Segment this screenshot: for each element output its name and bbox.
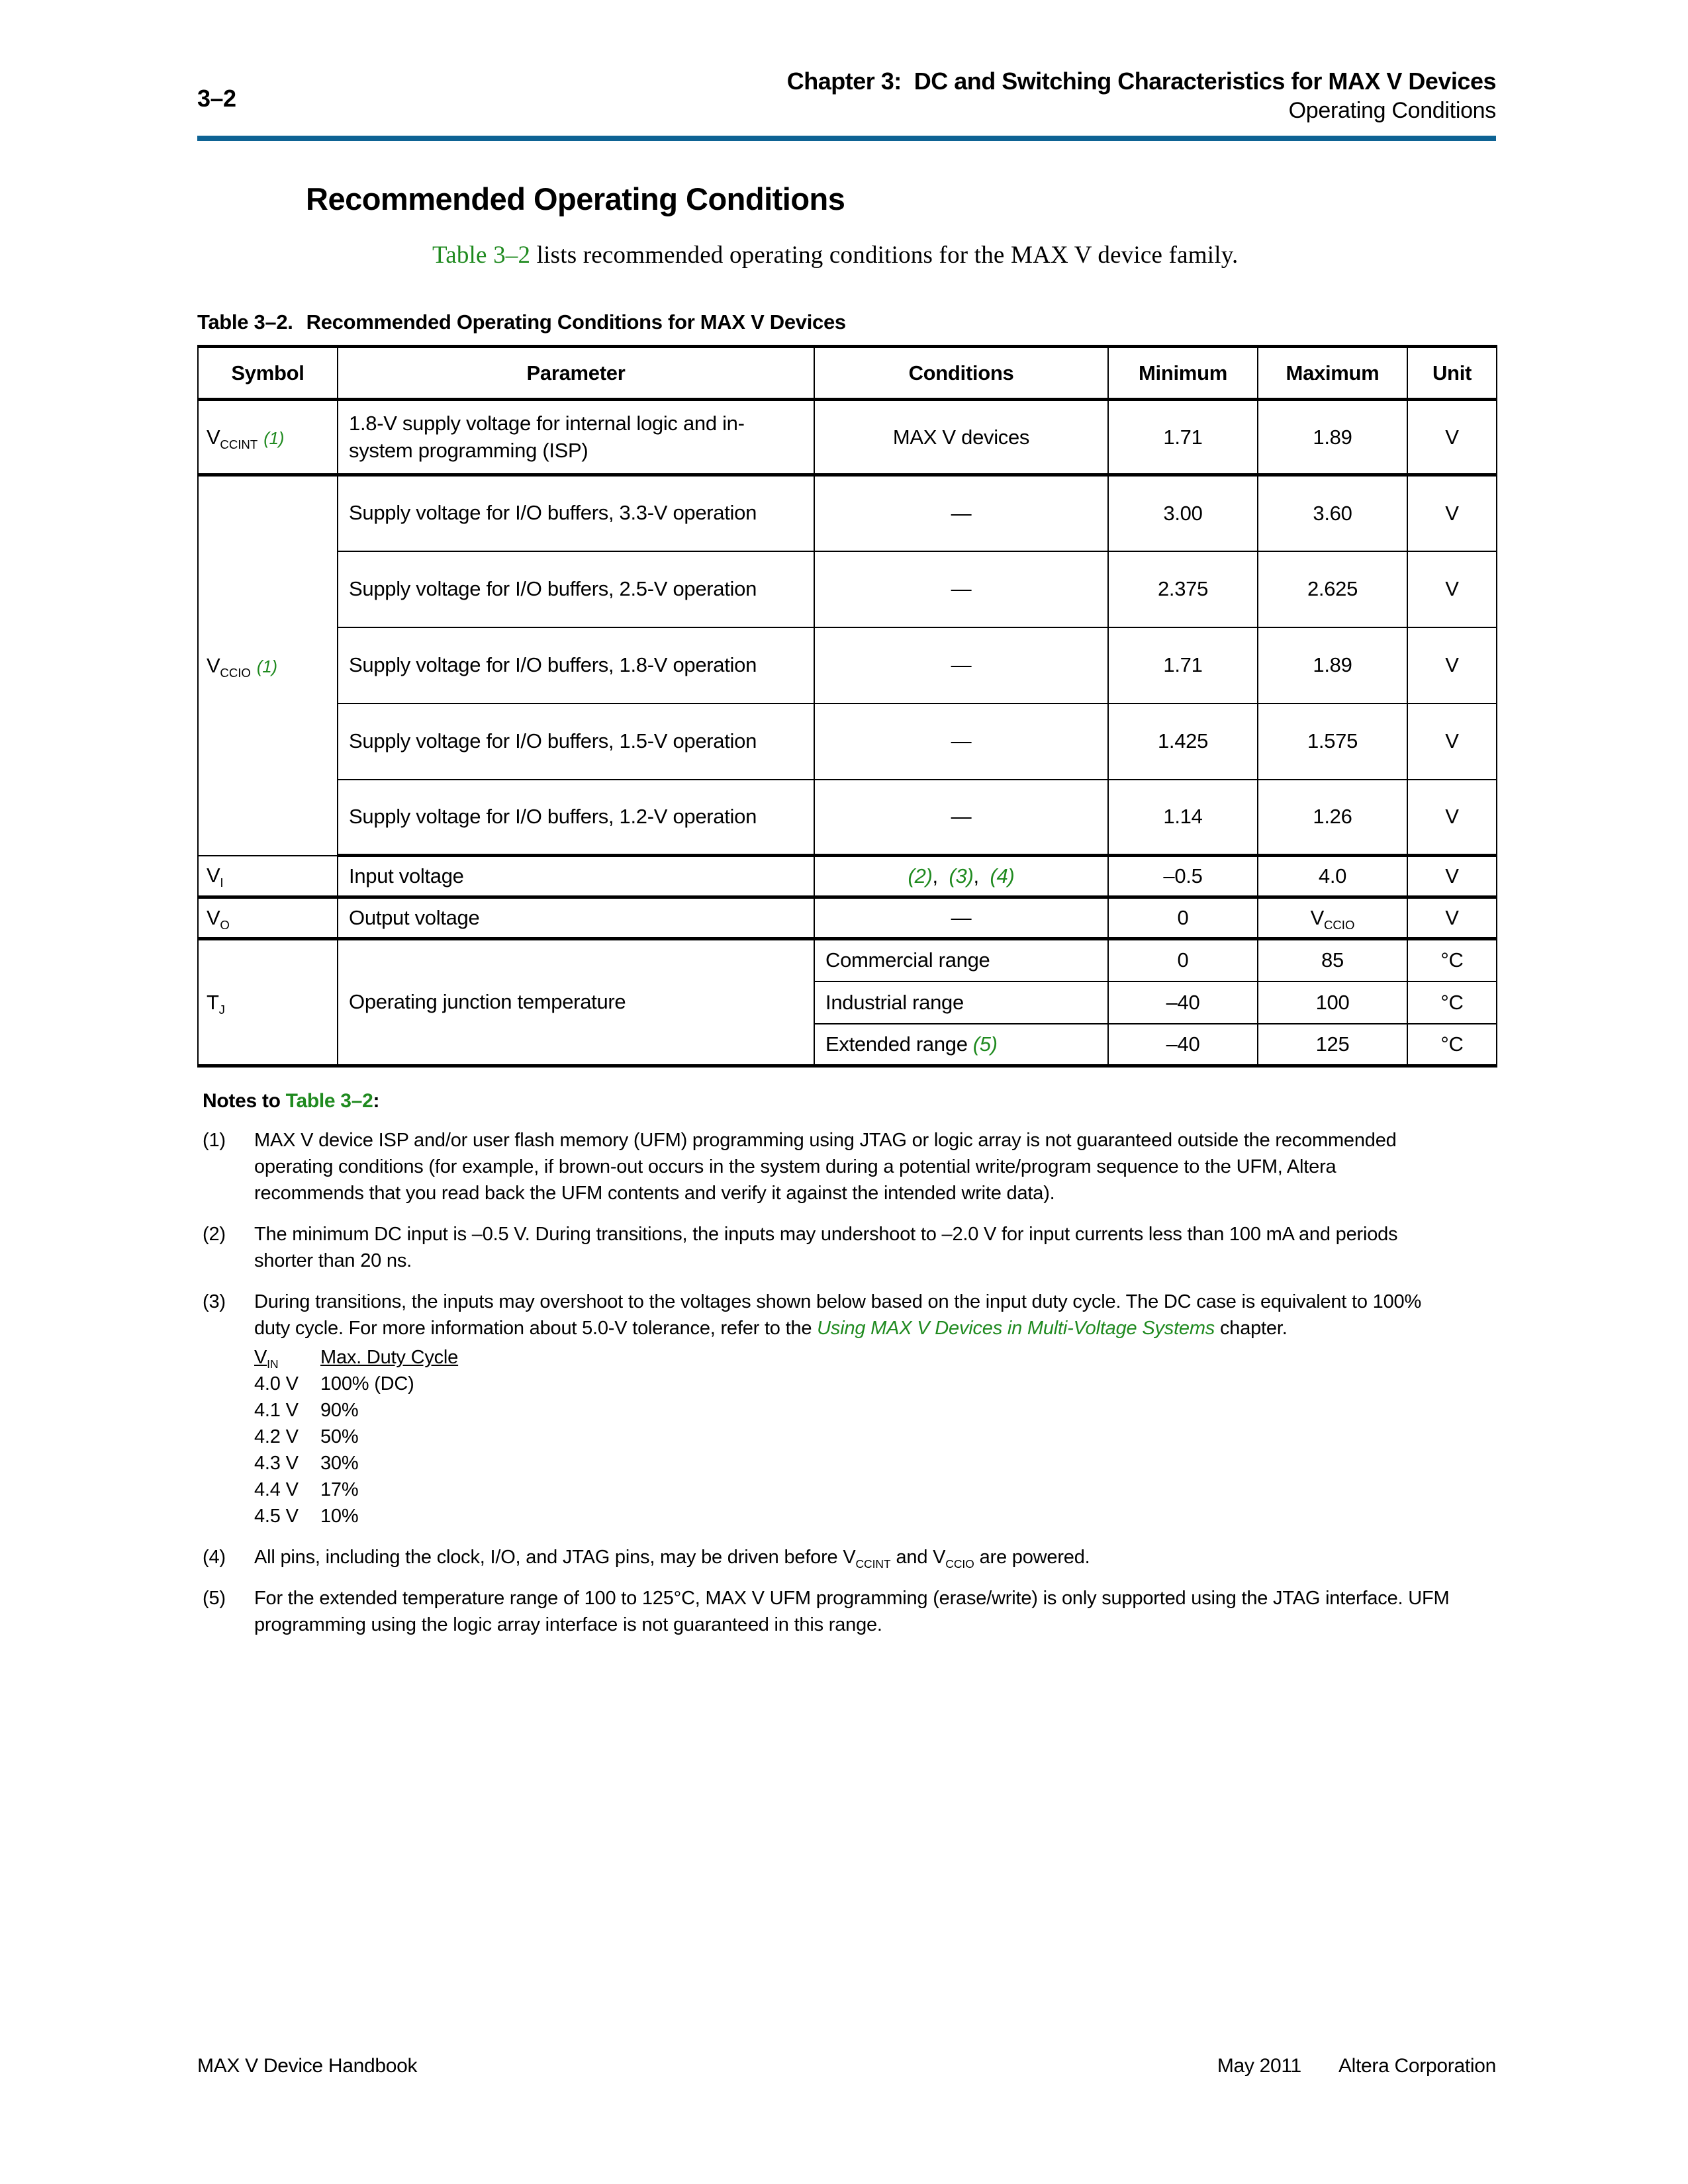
column-header-conditions: Conditions [814,347,1108,400]
duty-cycle-table [254,1344,1450,1529]
note-number: (3) [203,1291,226,1313]
note-3 [197,1289,1496,1529]
note-ref-2[interactable]: (2) [908,864,933,888]
operating-conditions-table [197,345,1497,1068]
cell-conditions: — [814,780,1108,856]
cell-parameter: Supply voltage for I/O buffers, 2.5-V operation [338,551,814,627]
intro-paragraph [432,241,1496,269]
cell-parameter: Supply voltage for I/O buffers, 1.8-V operation [338,627,814,704]
running-header [197,66,1496,125]
duty-header-row [254,1344,1450,1371]
cell-unit: V [1407,897,1497,939]
note-text: MAX V device ISP and/or user flash memory (UFM) programming using JTAG or logic array is not guaranteed outside the recommended operating conditions (for example, if brown-out occurs in the system during a potential write/program sequence to the UFM, Altera recommends that you read back the UFM contents and verify it against the intended write data). [254,1130,1397,1205]
cell-conditions [814,856,1108,897]
column-header-maximum: Maximum [1258,347,1407,400]
table-row [198,780,1497,856]
cell-conditions: Industrial range [814,981,1108,1024]
cell-maximum: 2.625 [1258,551,1407,627]
cell-maximum: 125 [1258,1024,1407,1066]
cell-conditions: — [814,475,1108,551]
note-1 [197,1127,1496,1206]
cell-unit: V [1407,400,1497,475]
cell-unit: °C [1407,981,1497,1024]
cell-parameter: Supply voltage for I/O buffers, 1.5-V operation [338,704,814,780]
cell-parameter: Output voltage [338,897,814,939]
multi-voltage-chapter-link[interactable]: Using MAX V Devices in Multi-Voltage Systems [817,1318,1215,1340]
duty-row: 4.5 V 10% [254,1506,359,1527]
cell-conditions: Extended range (5) [814,1024,1108,1066]
symbol-vccio: $V_{CCIO}$ (1) [198,475,338,856]
intro-text: lists recommended operating conditions for the MAX V device family. [530,242,1239,269]
note-text: All pins, including the clock, I/O, and JTAG pins, may be driven before $V_{CCINT}$ and $V_{CCIO}$ are powered. [254,1547,1090,1571]
cell-minimum: 0 [1108,939,1258,981]
cell-maximum-vccio: $V_{CCIO}$ [1258,897,1407,939]
note-ref-1[interactable]: (1) [263,428,285,448]
duty-row: 4.4 V 17% [254,1479,359,1501]
duty-row: 4.3 V 30% [254,1453,359,1475]
note-number: (4) [203,1547,226,1569]
table-3-2-link[interactable]: Table 3–2 [285,1090,373,1113]
cell-unit: °C [1407,939,1497,981]
header-rule [197,136,1496,141]
cell-minimum: 2.375 [1108,551,1258,627]
cell-minimum: 1.71 [1108,627,1258,704]
cell-maximum: 1.575 [1258,704,1407,780]
cell-minimum: –0.5 [1108,856,1258,897]
table-row [198,551,1497,627]
cell-unit: °C [1407,1024,1497,1066]
section-title: Recommended Operating Conditions [306,181,845,217]
table-row [198,939,1497,981]
note-4 [197,1544,1496,1570]
cell-unit: V [1407,704,1497,780]
duty-row: 4.2 V 50% [254,1426,359,1448]
table-row [198,897,1497,939]
page-number: 3–2 [197,85,236,112]
cell-unit: V [1407,551,1497,627]
table-caption [197,310,1496,334]
table-row [198,856,1497,897]
cell-minimum: –40 [1108,981,1258,1024]
column-header-parameter: Parameter [338,347,814,400]
footer-right [1217,2055,1496,2077]
footer-company: Altera Corporation [1338,2055,1496,2077]
note-number: (5) [203,1588,226,1610]
cell-minimum: 0 [1108,897,1258,939]
note-text: For the extended temperature range of 100 to 125°C, MAX V UFM programming (erase/write) is only supported using the JTAG interface. UFM programming using the logic array interface is not guaranteed in this range. [254,1588,1450,1636]
cell-parameter: Operating junction temperature [338,939,814,1066]
note-text: The minimum DC input is –0.5 V. During transitions, the inputs may undershoot to –2.0 V for input currents less than 100 mA and periods shorter than 20 ns. [254,1224,1398,1272]
table-row [198,400,1497,475]
cell-parameter: Supply voltage for I/O buffers, 3.3-V operation [338,475,814,551]
note-text: During transitions, the inputs may overshoot to the voltages shown below based on the input duty cycle. The DC case is equivalent to 100% duty cycle. For more information about 5.0-V tolerance, refer to the Using MAX V Devices in Multi-Voltage Systems chapter. $V_{IN}$ Max. Duty Cycle 4.0 V 100% (DC) 4.1 V 90% 4.2 V 50% 4.3 V 30% 4.4 V 17% 4.5 V 10% [254,1289,1496,1529]
cell-maximum: 1.89 [1258,627,1407,704]
cell-maximum: 3.60 [1258,475,1407,551]
table-row [198,704,1497,780]
cell-conditions: MAX V devices [814,400,1108,475]
cell-parameter: 1.8-V supply voltage for internal logic and in-system programming (ISP) [338,400,814,475]
chapter-title: Chapter 3: DC and Switching Characteristics for MAX V Devices [786,68,1496,95]
column-header-minimum: Minimum [1108,347,1258,400]
duty-header-vin: $V_{IN}$ [254,1347,279,1371]
note-ref-4[interactable]: (4) [990,864,1015,888]
cell-unit: V [1407,856,1497,897]
notes-heading: Notes to Table 3–2: [203,1090,380,1113]
table-3-2-link[interactable]: Table 3–2 [432,242,531,269]
table-caption-label: Table 3–2. [197,310,293,334]
separator: , [973,864,990,888]
cell-unit: V [1407,475,1497,551]
cell-maximum: 1.89 [1258,400,1407,475]
duty-row: 4.0 V 100% (DC) [254,1373,414,1395]
cell-unit: V [1407,780,1497,856]
note-ref-1[interactable]: (1) [256,656,277,676]
table-caption-title: Recommended Operating Conditions for MAX V Devices [306,310,846,334]
cell-conditions: — [814,897,1108,939]
cell-maximum: 100 [1258,981,1407,1024]
cell-conditions: Commercial range [814,939,1108,981]
column-header-symbol: Symbol [198,347,338,400]
page-footer [197,2055,1496,2077]
symbol-tj: $T_J$ [198,939,338,1066]
note-number: (2) [203,1224,226,1246]
cell-conditions: — [814,704,1108,780]
cell-parameter: Supply voltage for I/O buffers, 1.2-V operation [338,780,814,856]
footer-date: May 2011 [1217,2055,1301,2077]
footer-handbook-title: MAX V Device Handbook [197,2055,418,2077]
separator: , [932,864,949,888]
chapter-subtitle: Operating Conditions [1288,98,1496,123]
duty-row: 4.1 V 90% [254,1400,359,1422]
cell-minimum: 1.71 [1108,400,1258,475]
cell-maximum: 4.0 [1258,856,1407,897]
cell-minimum: 1.14 [1108,780,1258,856]
duty-header-cycle: Max. Duty Cycle [320,1347,459,1369]
note-ref-3[interactable]: (3) [949,864,974,888]
note-ref-5[interactable]: (5) [972,1032,998,1056]
symbol-vo: $V_O$ [198,897,338,939]
column-header-unit: Unit [1407,347,1497,400]
cell-conditions: — [814,627,1108,704]
symbol-vccint: $V_{CCINT}$ (1) [198,400,338,475]
note-number: (1) [203,1130,226,1152]
cell-maximum: 1.26 [1258,780,1407,856]
cell-minimum: 1.425 [1108,704,1258,780]
table-header-row [198,347,1497,400]
table-row [198,627,1497,704]
cell-minimum: –40 [1108,1024,1258,1066]
note-5 [197,1585,1496,1638]
table-row [198,475,1497,551]
symbol-vi: $V_I$ [198,856,338,897]
cell-maximum: 85 [1258,939,1407,981]
cell-minimum: 3.00 [1108,475,1258,551]
note-2 [197,1221,1496,1274]
cell-conditions: — [814,551,1108,627]
cell-parameter: Input voltage [338,856,814,897]
chapter-header [787,66,1496,125]
cell-unit: V [1407,627,1497,704]
